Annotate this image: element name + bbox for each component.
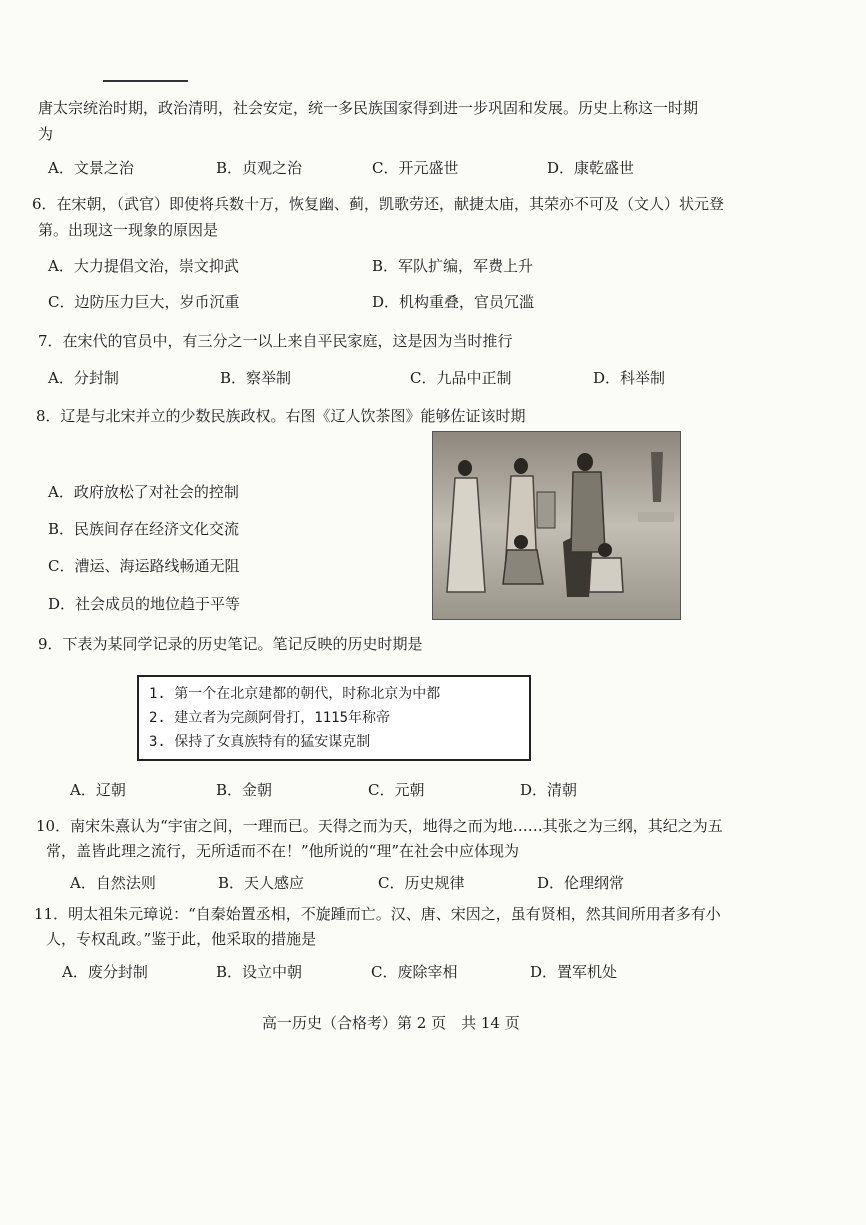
q11-stem-line2: 人，专权乱政。”鉴于此，他采取的措施是 [46,930,317,948]
liao-tea-painting-image [432,431,681,620]
q5-option-a[interactable]: A．文景之治 [48,159,134,177]
q7-option-c[interactable]: C．九品中正制 [410,369,512,387]
q11-option-d[interactable]: D．置军机处 [530,963,618,981]
q11-option-a[interactable]: A．废分封制 [62,963,148,981]
q10-stem-line2: 常，盖皆此理之流行，无所适而不在！”他所说的“理”在社会中应体现为 [46,842,520,860]
q6-stem-line1: 6．在宋朝，（武官）即使将兵数十万，恢复幽、蓟，凯歌劳还，献捷太庙，其荣亦不可及（文人）状元登 [32,195,725,213]
q10-option-d[interactable]: D．伦理纲常 [537,874,625,892]
q5-option-c[interactable]: C．开元盛世 [372,159,459,177]
q9-option-a[interactable]: A．辽朝 [70,781,126,799]
q9-option-d[interactable]: D．清朝 [520,781,578,799]
note-item: 2. 建立者为完颜阿骨打，1115年称帝 [149,710,391,726]
q8-option-c[interactable]: C．漕运、海运路线畅通无阻 [48,557,240,575]
q5-option-b[interactable]: B．贞观之治 [216,159,303,177]
q7-option-b[interactable]: B．察举制 [220,369,292,387]
q10-option-c[interactable]: C．历史规律 [378,874,465,892]
q5-option-d[interactable]: D．康乾盛世 [547,159,635,177]
q11-option-c[interactable]: C．废除宰相 [371,963,458,981]
q10-option-b[interactable]: B．天人感应 [218,874,305,892]
q7-option-a[interactable]: A．分封制 [48,369,119,387]
q5-stem-line1: 唐太宗统治时期，政治清明，社会安定，统一多民族国家得到进一步巩固和发展。历史上称这一时期 [38,99,699,117]
q9-option-c[interactable]: C．元朝 [368,781,425,799]
q11-option-b[interactable]: B．设立中朝 [216,963,303,981]
q6-option-b[interactable]: B．军队扩编，军费上升 [372,257,534,275]
q11-stem-line1: 11．明太祖朱元璋说：“自秦始置丞相，不旋踵而亡。汉、唐、宋因之，虽有贤相，然其间所用者多有小 [34,905,721,923]
history-notes-table [137,675,531,761]
q5-stem-line2: 为 [38,125,54,143]
q6-option-a[interactable]: A．大力提倡文治，崇文抑武 [48,257,239,275]
page-footer: 高一历史（合格考）第 2 页 共 14 页 [262,1014,520,1032]
q8-option-b[interactable]: B．民族间存在经济文化交流 [48,520,240,538]
q7-option-d[interactable]: D．科举制 [593,369,666,387]
q9-option-b[interactable]: B．金朝 [216,781,273,799]
q7-stem: 7．在宋代的官员中，有三分之一以上来自平民家庭，这是因为当时推行 [38,332,513,350]
q10-stem-line1: 10．南宋朱熹认为“宇宙之间，一理而已。天得之而为天，地得之而为地……其张之为三纲，其纪之为五 [36,817,723,835]
q8-option-d[interactable]: D．社会成员的地位趋于平等 [48,595,241,613]
note-item: 3. 保持了女真族特有的猛安谋克制 [149,734,371,750]
header-rule [103,80,188,82]
q6-stem-line2: 第。出现这一现象的原因是 [38,221,219,239]
q8-stem: 8．辽是与北宋并立的少数民族政权。右图《辽人饮茶图》能够佐证该时期 [36,407,526,425]
q6-option-d[interactable]: D．机构重叠，官员冗滥 [372,293,535,311]
q9-stem: 9．下表为某同学记录的历史笔记。笔记反映的历史时期是 [38,635,423,653]
q6-option-c[interactable]: C．边防压力巨大，岁币沉重 [48,293,240,311]
note-item: 1. 第一个在北京建都的朝代，时称北京为中都 [149,686,441,702]
q10-option-a[interactable]: A．自然法则 [70,874,156,892]
q8-option-a[interactable]: A．政府放松了对社会的控制 [48,483,239,501]
